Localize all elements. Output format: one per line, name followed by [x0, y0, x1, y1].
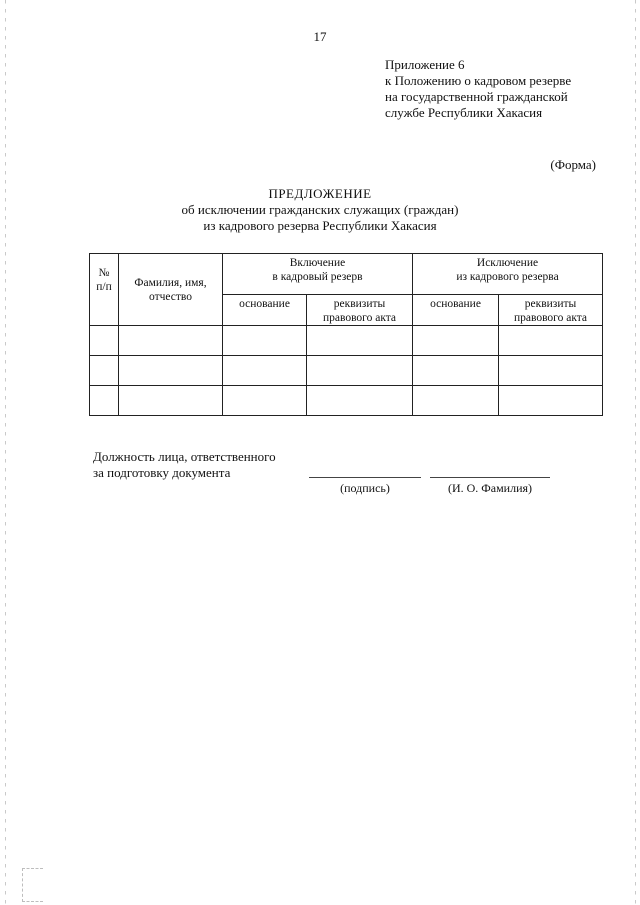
table-cell — [307, 356, 413, 386]
table-cell — [307, 386, 413, 416]
table-row — [90, 356, 603, 386]
document-subtitle: из кадрового резерва Республики Хакасия — [203, 218, 437, 233]
right-margin-scan-artifact — [635, 0, 636, 905]
scan-corner-mark — [22, 868, 43, 902]
subheader-inclusion-basis: основание — [223, 295, 307, 326]
table-cell — [413, 326, 499, 356]
appendix-line: к Положению о кадровом резерве — [385, 73, 572, 88]
header-exclusion: Исключение из кадрового резерва — [413, 254, 603, 295]
table-cell — [499, 326, 603, 356]
document-subtitle: об исключении гражданских служащих (граждан) — [181, 202, 459, 217]
table-cell — [223, 326, 307, 356]
table-cell — [119, 326, 223, 356]
page-number: 17 — [313, 29, 327, 44]
header-number: № п/п — [90, 254, 119, 326]
appendix-block — [385, 57, 635, 121]
table-cell — [90, 356, 119, 386]
signature-caption: (подпись) — [340, 481, 390, 495]
table-cell — [119, 356, 223, 386]
document-title: ПРЕДЛОЖЕНИЕ — [268, 186, 372, 201]
table-cell — [499, 356, 603, 386]
form-label: (Форма) — [550, 157, 596, 172]
table-cell — [413, 356, 499, 386]
responsible-position-label: Должность лица, ответственного за подготовку документа — [93, 449, 276, 480]
table-cell — [90, 386, 119, 416]
full-name-caption: (И. О. Фамилия) — [447, 481, 533, 495]
table-cell — [307, 326, 413, 356]
reserve-table — [89, 253, 603, 416]
subheader-inclusion-details: реквизиты правового акта — [307, 295, 413, 326]
table-cell — [223, 386, 307, 416]
table-cell — [499, 386, 603, 416]
table-cell — [223, 356, 307, 386]
document-title-block — [0, 186, 640, 234]
table-header-row — [90, 254, 603, 295]
table-row — [90, 386, 603, 416]
subheader-exclusion-details: реквизиты правового акта — [499, 295, 603, 326]
appendix-line: службе Республики Хакасия — [385, 105, 543, 120]
table-cell — [90, 326, 119, 356]
header-full-name: Фамилия, имя, отчество — [119, 254, 223, 326]
table-row — [90, 326, 603, 356]
header-inclusion: Включение в кадровый резерв — [223, 254, 413, 295]
table-cell — [413, 386, 499, 416]
signature-line — [309, 477, 421, 478]
appendix-line: на государственной гражданской — [385, 89, 568, 104]
subheader-exclusion-basis: основание — [413, 295, 499, 326]
appendix-line: Приложение 6 — [385, 57, 465, 72]
left-margin-scan-artifact — [5, 0, 6, 905]
full-name-line — [430, 477, 550, 478]
table-cell — [119, 386, 223, 416]
